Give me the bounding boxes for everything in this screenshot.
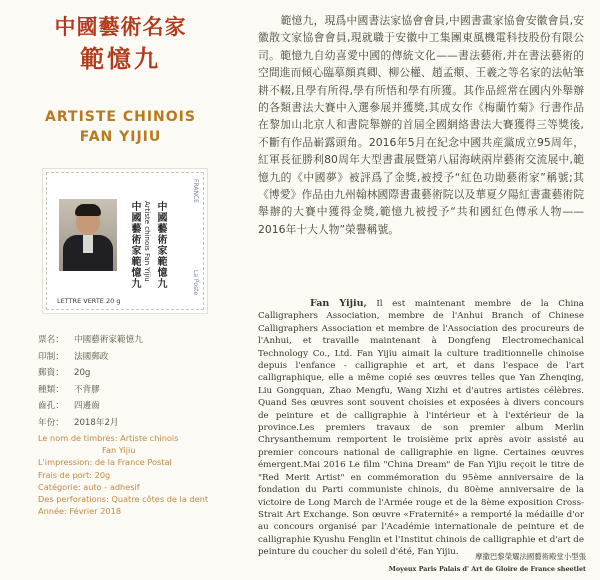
stamp-value: LETTRE VERTE 20 g (57, 297, 121, 305)
spec-fr-category: Catégorie: auto - adhesif (38, 481, 140, 492)
biography-french-name: Fan Yijiu, (310, 298, 367, 309)
spec-row: 年份： 2018年2月 (38, 417, 119, 428)
title-french: ARTISTE CHINOIS (45, 109, 196, 125)
spec-list-french (38, 432, 228, 517)
biography-french-text: Il est maintenant membre de la China Calligraphers Association, membre de l'Anhui Branch of Chinese Calligraphers Association et membre de l'Association des procureurs de l'Anhui, et travaille maintenant à Dongfeng Electromechanical Technology Co., Ltd. Fan Yijiu aimait la culture traditionnelle chinoise depuis l'enfance - calligraphie et art, et dans l'espace de l'art calligraphique, elle a même copié ses œuvres telles que Yan Zhenqing, Liu Gongquan, Zhao Mengfu, Wang Xizhi et d'autres artistes célèbres. Quand Ses œuvres sont souvent choisies et exposées à divers concours de peinture et de calligraphie à l'intérieur et à l'extérieur de la province.Les premiers travaux de son premier album Merlin Chrysanthemum remportent le troisième prix après avoir assisté au premier concours national de calligraphie en ligne. Certaines œuvres émergent.Mai 2016 Le film "China Dream" de Fan Yijiu reçoit le titre de "Red Merit Artist" en commémoration du 95ème anniversaire de la fondation du Parti communiste chinois, du 80ème anniversaire de la victoire de Long March de l'Armée rouge et de la 8ème exposition Cross-Strait Art Exchange. Son œuvre «Fraternité» a remporté la médaille d'or au concours organisé par l'Académie internationale de peinture et de calligraphie Kyushu Fenglin et l'Institut chinois de calligraphie et d'art de peinture du coucher du soleil d'été, Fan Yijiu. (258, 299, 584, 558)
title-chinese: 中國藝術名家 (54, 15, 187, 39)
postage-stamp (46, 172, 204, 310)
stamp-vertical-french: Artiste chinois Fan Yijiu (143, 201, 151, 282)
spec-fr-print: L'impression: de la France Postal (38, 457, 172, 468)
spec-row: 種類： 不背膠 (38, 384, 100, 395)
footer-french: Moyeux Paris Palais d' Art de Gloire de France sheetlet (388, 565, 586, 573)
biography-chinese: 範憶九，現爲中國書法家協會會員,中國書畫家協會安徽會員,安徽散文家協會會員,現就職于安徽中工集團東風機電科技股份有限公司。範憶九自幼喜愛中國的傳統文化——書法藝術,并在書法藝術的空間進而傾心臨摹顔真卿、柳公權、趙孟頫、王羲之等名家的法帖筆耕不輟,且學有所得,學有所悟和學有所獲。其作品經常在國内外舉辦的各類書法大賽中入選參展并獲獎,其成女作《梅蘭竹菊》行書作品在黎加山北京人和書院舉辦的首屆全國網絡書法大賽獲得三等獎後,不斷有作品嶄露頭角。2016年5月在紀念中國共産黨成立95周年，紅軍長征勝利80周年大型書畫展暨第八届海峽兩岸藝術交流展中,範憶九的《中國夢》被評爲了金獎,被授予“紅色功勛藝術家”稱號;其《博愛》作品由九州翰林國際書畫藝術院以及華夏夕陽紅書畫藝術院舉辦的大賽中獲得金獎,範憶九被授予“共和國紅色傳承人物——2016年十大人物”榮譽稱號。 (258, 14, 584, 236)
portrait-shirt (83, 235, 93, 253)
spec-fr-name-cont: Fan Yijiu (102, 445, 136, 456)
footer-chinese: 摩撒巴黎榮耀法國藝術殿堂小型張 (475, 552, 586, 561)
spec-fr-perforation: Des perforations: Quatre côtes de la dent (38, 494, 209, 505)
spec-row: 郵資： 20g (38, 368, 91, 378)
spec-fr-year: Année: Février 2018 (38, 506, 122, 517)
artist-portrait (59, 199, 117, 271)
spec-list-chinese (38, 332, 228, 431)
stamp-vertical-chinese-2: 中國藝術家範憶九 (155, 201, 166, 289)
portrait-hair (75, 204, 101, 216)
spec-fr-name: Le nom de timbres: Artiste chinois (38, 433, 179, 443)
stamp-post-label: La Poste (192, 269, 199, 295)
spec-row: 印制： 法國郵政 (38, 351, 109, 362)
biography-french (258, 298, 584, 559)
artist-name-chinese: 範憶九 (80, 45, 161, 73)
artist-name-french: FAN YIJIU (79, 129, 162, 145)
spec-row: 票名： 中國藝術家範憶九 (38, 335, 143, 345)
stamp-country: FRANCE (192, 179, 199, 203)
stamp-vertical-chinese: 中國藝術家範憶九 (129, 201, 140, 289)
spec-row: 齒孔： 四邊齒 (38, 401, 100, 411)
spec-fr-postage: Frais de port: 20g (38, 469, 111, 480)
